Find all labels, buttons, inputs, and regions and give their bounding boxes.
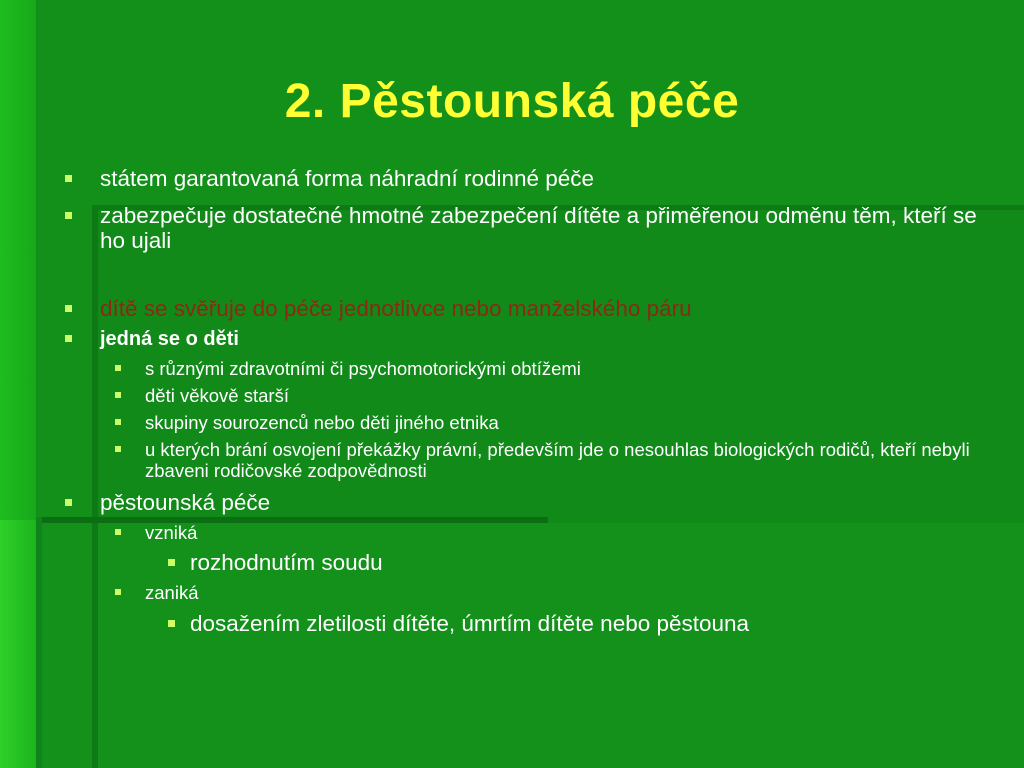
square-bullet-icon	[65, 305, 72, 312]
square-bullet-icon	[168, 559, 175, 566]
bullet-item	[100, 296, 980, 321]
sub-bullet-item	[145, 359, 1005, 380]
slide-title: 2. Pěstounská péče	[284, 75, 740, 128]
bullet-item	[100, 490, 980, 515]
bullet-text: děti věkově starší	[145, 385, 289, 406]
bullet-text: s různými zdravotními či psychomotorickými obtížemi	[145, 358, 581, 379]
square-bullet-icon	[168, 620, 175, 627]
square-bullet-icon	[65, 499, 72, 506]
square-bullet-icon	[115, 529, 121, 535]
bullet-text: dosažením zletilosti dítěte, úmrtím dítěte nebo pěstouna	[190, 611, 750, 636]
bullet-text: rozhodnutím soudu	[190, 550, 383, 575]
bullet-text: zabezpečuje dostatečné hmotné zabezpečení dítěte a přiměřenou odměnu těm, kteří se ho ujali	[100, 203, 977, 254]
bullet-text: skupiny sourozenců nebo děti jiného etnika	[145, 412, 499, 433]
bullet-item	[100, 166, 980, 191]
decor-line-vertical-lower	[36, 517, 42, 768]
bullet-text: vzniká	[145, 522, 198, 543]
square-bullet-icon	[65, 335, 72, 342]
sub-bullet-item	[145, 413, 1005, 434]
square-bullet-icon	[115, 589, 121, 595]
decor-left-bar-lower	[0, 520, 36, 768]
bullet-text: dítě se svěřuje do péče jednotlivce nebo manželského páru	[100, 296, 692, 321]
bullet-text: státem garantovaná forma náhradní rodinné péče	[100, 166, 595, 191]
square-bullet-icon	[115, 365, 121, 371]
sub-bullet-item	[145, 523, 1005, 544]
bullet-item	[100, 203, 980, 253]
sub-bullet-item	[145, 583, 1005, 604]
bullet-text: jedná se o děti	[100, 328, 239, 350]
square-bullet-icon	[115, 392, 121, 398]
bullet-item	[100, 328, 980, 350]
decor-line-vertical	[92, 205, 98, 768]
bullet-text: zaniká	[145, 582, 199, 603]
sub-bullet-item	[145, 386, 1005, 407]
sub-sub-bullet-item	[190, 550, 990, 575]
sub-sub-bullet-item	[190, 611, 990, 636]
square-bullet-icon	[65, 175, 72, 182]
square-bullet-icon	[115, 419, 121, 425]
bullet-text: u kterých brání osvojení překážky právní, především jde o nesouhlas biologických rodičů, kteří nebyli zbaveni rodičovské zodpovědnosti	[145, 439, 970, 481]
square-bullet-icon	[115, 446, 121, 452]
square-bullet-icon	[65, 212, 72, 219]
sub-bullet-item	[145, 440, 985, 481]
bullet-text: pěstounská péče	[100, 490, 271, 515]
